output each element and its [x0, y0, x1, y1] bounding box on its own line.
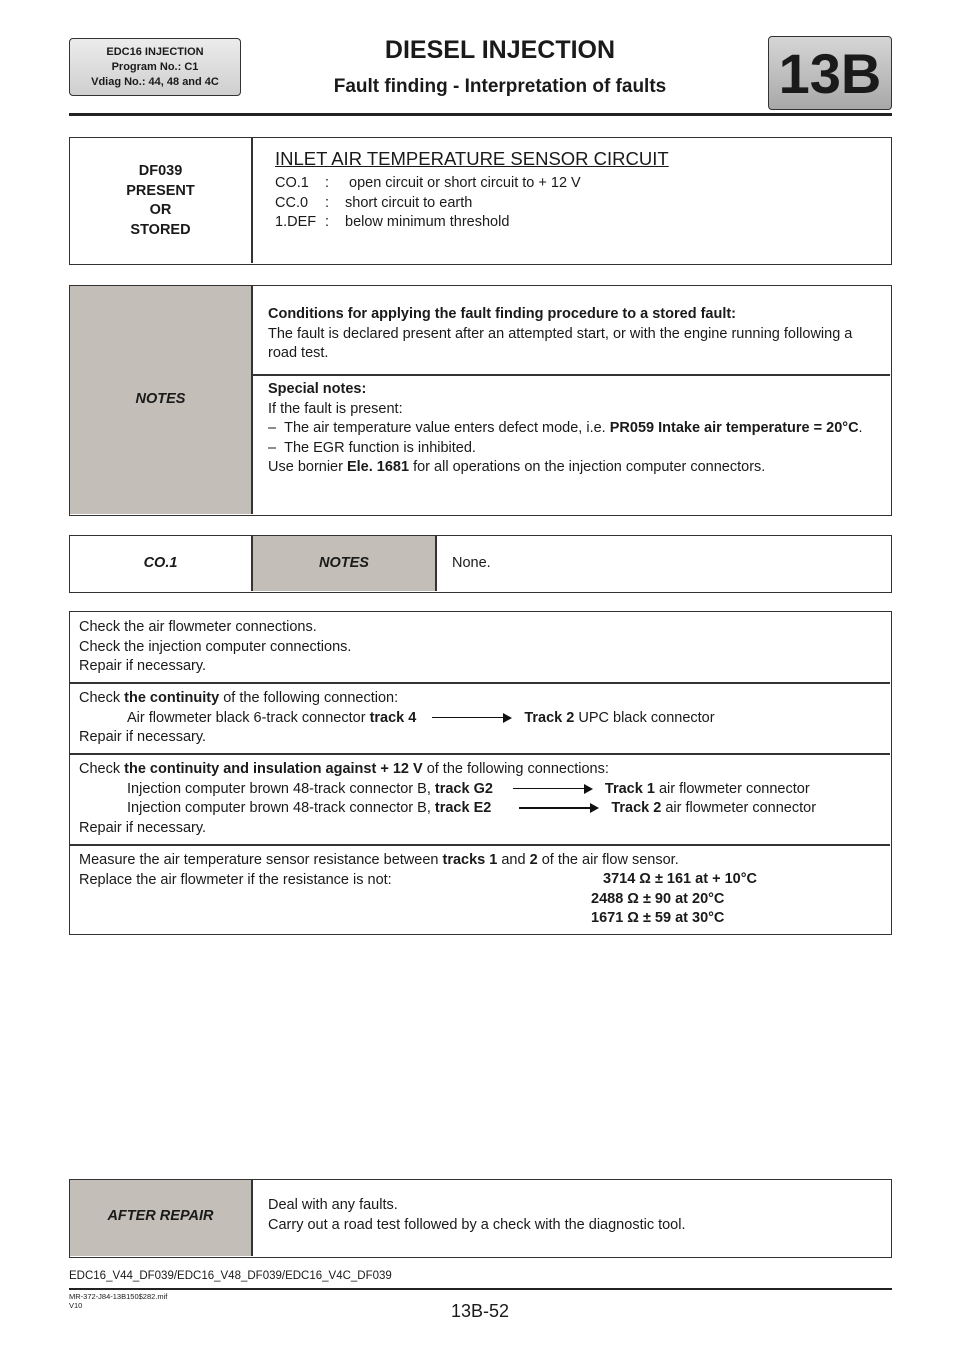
special-bullet: – The air temperature value enters defect mode, i.e. PR059 Intake air temperature = 20°C.: [268, 420, 863, 436]
step-resistance: Measure the air temperature sensor resistance between tracks 1 and 2 of the air flow sensor. Replace the air flowmeter if the resistance is not:: [79, 852, 679, 888]
conditions-title: Conditions for applying the fault finding procedure to a stored fault:: [268, 306, 737, 322]
co1-box: [69, 535, 892, 593]
notes-special: [268, 380, 878, 478]
after-repair-divider: [251, 1180, 253, 1256]
fault-definition-row: CO.1 : open circuit or short circuit to + 12 V: [275, 175, 581, 191]
step-continuity: Check the continuity of the following connection: Air flowmeter black 6-track connector track 4 Track 2 UPC black connector Repair if necessary.: [79, 689, 879, 748]
conditions-text: The fault is declared present after an attempted start, or with the engine running following a road test.: [268, 325, 853, 361]
notes-conditions: [268, 305, 868, 364]
co1-label: CO.1: [143, 555, 178, 571]
document-info-box: [69, 38, 241, 96]
page-title: DIESEL INJECTION: [384, 36, 616, 64]
arrow-icon: [432, 717, 510, 719]
fault-box-divider: [251, 138, 253, 263]
fault-status-stored: STORED: [130, 221, 191, 238]
resistance-values: [591, 870, 757, 929]
vdiag-number: Vdiag No.: 44, 48 and 4C: [91, 76, 219, 88]
fault-title: INLET AIR TEMPERATURE SENSOR CIRCUIT: [275, 148, 669, 169]
section-code-badge: 13B: [768, 36, 892, 110]
step-divider: [70, 844, 890, 846]
procedure-box: [69, 611, 892, 935]
after-repair-box: [69, 1179, 892, 1258]
notes-box: [69, 285, 892, 516]
notes-label: NOTES: [135, 391, 186, 407]
fault-status: [70, 162, 251, 240]
resistance-value: 2488 Ω ± 90 at 20°C: [591, 890, 725, 907]
special-title: Special notes:: [268, 381, 367, 397]
fault-definitions: [275, 174, 581, 233]
document-id: MR-372-J84-13B150$282.mif: [69, 1292, 168, 1301]
special-bullet: – The EGR function is inhibited.: [268, 439, 476, 456]
program-number: Program No.: C1: [111, 61, 199, 73]
step-check-connections: Check the air flowmeter connections. Check the injection computer connections. Repair if necessary.: [79, 619, 352, 674]
document-reference: EDC16_V44_DF039/EDC16_V48_DF039/EDC16_V4C_DF039: [69, 1270, 392, 1282]
notes-row-divider: [252, 374, 890, 376]
after-repair-text: Deal with any faults. Carry out a road test followed by a check with the diagnostic tool.: [268, 1197, 686, 1233]
notes-divider: [251, 286, 253, 514]
page-number: 13B-52: [450, 1301, 510, 1321]
after-repair-label: AFTER REPAIR: [107, 1208, 214, 1224]
connection-row: Injection computer brown 48-track connector B, track E2 Track 2 air flowmeter connector: [127, 800, 817, 816]
resistance-value: 1671 Ω ± 59 at 30°C: [591, 910, 725, 926]
bornier-note: Use bornier Ele. 1681 for all operations on the injection computer connectors.: [268, 459, 766, 475]
document-version: V10: [69, 1301, 83, 1310]
step-divider: [70, 682, 890, 684]
header-divider: [69, 113, 892, 116]
engine-label: EDC16 INJECTION: [106, 46, 204, 58]
arrow-icon: [513, 788, 591, 790]
footer-divider: [69, 1288, 892, 1290]
resistance-value: 3714 Ω ± 161 at + 10°C: [603, 871, 757, 887]
connection-row: Injection computer brown 48-track connector B, track G2 Track 1 air flowmeter connector: [127, 780, 810, 797]
fault-status-present: PRESENT: [126, 182, 195, 199]
arrow-icon: [519, 807, 597, 809]
step-divider: [70, 753, 890, 755]
fault-box: [69, 137, 892, 265]
co1-notes-label: NOTES: [319, 555, 369, 571]
fault-code: DF039: [138, 163, 183, 179]
special-intro: If the fault is present:: [268, 400, 403, 417]
co1-notes-value: None.: [452, 555, 491, 571]
page-subtitle: Fault finding - Interpretation of faults: [333, 76, 667, 97]
fault-definition-row: 1.DEF : below minimum threshold: [275, 214, 510, 230]
step-insulation: Check the continuity and insulation against + 12 V of the following connections: Injection computer brown 48-track connector B, track G2 Track 1 air flowmeter connector Injection computer brown 48-track connector B, track E2 Track 2 air flowmeter connector Repair if necessary.: [79, 760, 889, 838]
connection-row: Air flowmeter black 6-track connector track 4 Track 2 UPC black connector: [127, 709, 715, 726]
co1-divider: [435, 536, 437, 591]
fault-definition-row: CC.0 : short circuit to earth: [275, 194, 473, 211]
fault-status-or: OR: [149, 202, 172, 218]
